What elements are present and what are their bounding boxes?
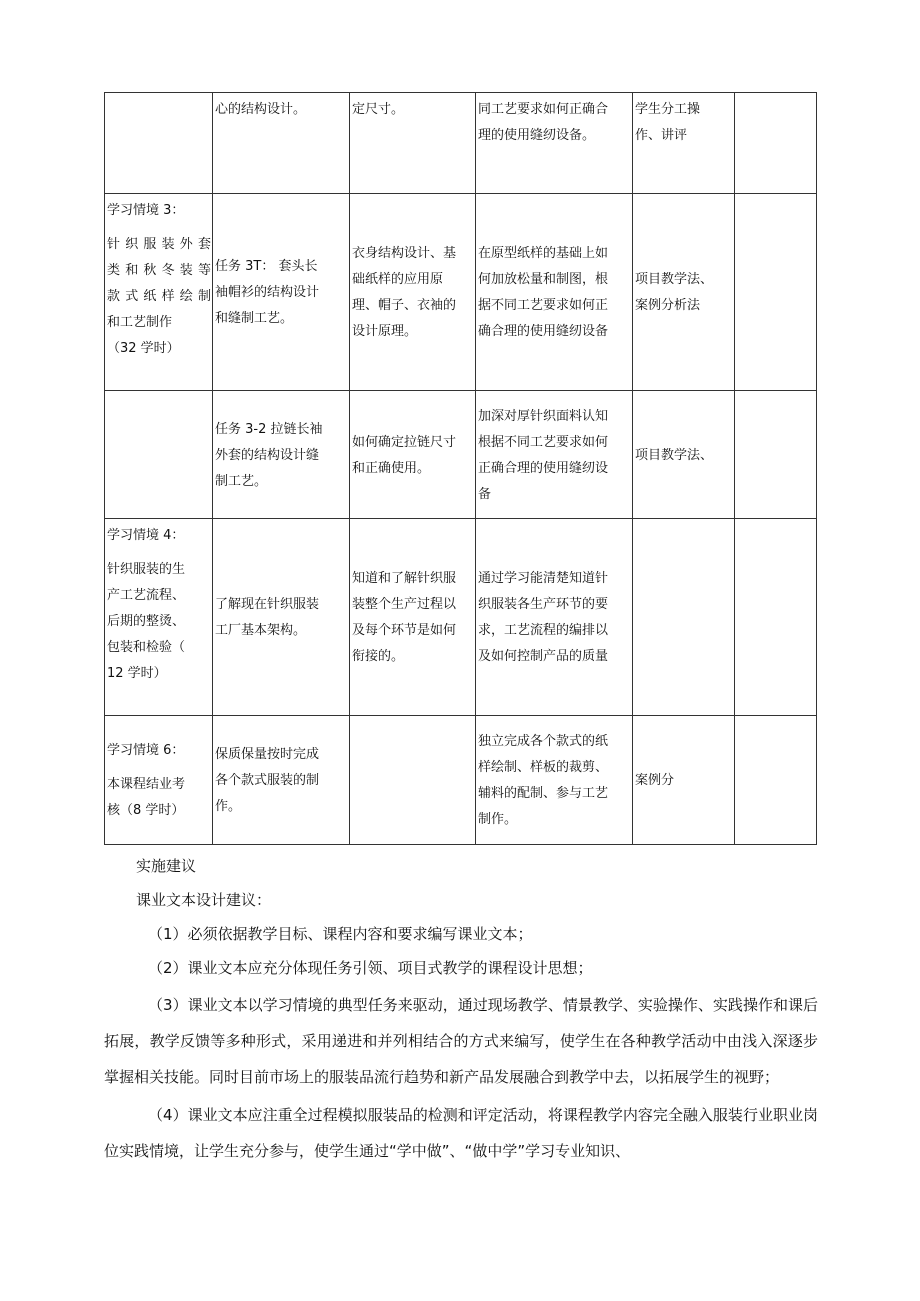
cell-text: 工厂基本架构。	[215, 623, 307, 638]
cell-text: 及如何控制产品的质量	[478, 649, 609, 664]
cell-text: 针织服装的生	[107, 562, 186, 577]
cell-text: 正确合理的使用缝纫设	[478, 460, 609, 476]
cell-text: 通过学习能清楚知道针	[478, 571, 609, 586]
cell-text: 包装和检验（	[107, 640, 186, 655]
content-cell	[350, 519, 476, 716]
cell-text: 在原型纸样的基础上如	[478, 246, 609, 261]
section-title: 实施建议	[136, 857, 197, 875]
cell-text: 据不同工艺要求如何正	[478, 298, 609, 313]
content-cell	[350, 391, 476, 519]
content-cell	[350, 716, 476, 845]
cell-text: 外套的结构设计缝	[215, 447, 320, 463]
extra-cell	[735, 716, 817, 845]
task-cell	[213, 194, 350, 391]
cell-text: 款式纸样绘制	[107, 289, 211, 304]
cell-text: 心的结构设计。	[215, 102, 307, 117]
implementation-section	[104, 851, 818, 1169]
situation-title: 学习情境 4：	[107, 528, 185, 543]
cell-text: 任务 3T： 套头长	[215, 259, 318, 274]
cell-text: 项目教学法、	[635, 272, 714, 287]
cell-text: 袖帽衫的结构设计	[215, 285, 320, 300]
cell-text: 本课程结业考	[107, 777, 186, 792]
cell-text: 辅料的配制、参与工艺	[478, 786, 609, 801]
paragraph: （3）课业文本以学习情境的典型任务来驱动，通过现场教学、情景教学、实验操作、实践操作和课后拓展，教学反馈等多种形式，采用递进和并列相结合的方式来编写，使学生在各种教学活动中由浅入深逐步掌握相关技能。同时目前市场上的服装品流行趋势和新产品发展融合到教学中去，以拓展学生的视野；	[104, 996, 818, 1086]
cell-text: 求，工艺流程的编排以	[478, 623, 609, 638]
cell-text: 任务 3-2 拉链长袖	[215, 421, 323, 437]
cell-text: 各个款式服装的制	[215, 773, 320, 788]
cell-text: 确合理的使用缝纫设备	[478, 324, 609, 339]
table-row	[105, 391, 817, 519]
task-cell	[213, 716, 350, 845]
method-cell	[633, 93, 735, 194]
cell-text: 装整个生产过程以	[352, 597, 457, 612]
situation-cell	[105, 716, 213, 845]
cell-text: 和缝制工艺。	[215, 311, 294, 326]
cell-text: 根据不同工艺要求如何	[478, 434, 609, 450]
extra-cell	[735, 519, 817, 716]
cell-text: 保质保量按时完成	[215, 747, 320, 762]
method-cell	[633, 716, 735, 845]
cell-text: 12 学时）	[107, 666, 167, 681]
extra-cell	[735, 93, 817, 194]
requirement-cell	[476, 391, 633, 519]
situation-title: 学习情境 3：	[107, 203, 185, 218]
task-cell	[213, 93, 350, 194]
paragraph: （1）必须依据教学目标、课程内容和要求编写课业文本；	[148, 925, 533, 943]
cell-text: 了解现在针织服装	[215, 597, 320, 612]
situation-title: 学习情境 6：	[107, 743, 185, 758]
content-cell	[350, 194, 476, 391]
subsection-title: 课业文本设计建议：	[136, 891, 272, 909]
cell-text: 制作。	[478, 812, 518, 827]
situation-cell	[105, 519, 213, 716]
cell-text: 及每个环节是如何	[352, 623, 457, 638]
requirement-cell	[476, 519, 633, 716]
cell-text: 何加放松量和制图，根	[478, 272, 609, 287]
cell-text: 案例分	[635, 773, 675, 788]
cell-text: 独立完成各个款式的纸	[478, 734, 609, 749]
cell-text: 如何确定拉链尺寸	[352, 434, 457, 450]
cell-text: 础纸样的应用原	[352, 272, 444, 287]
cell-text: 案例分析法	[635, 298, 701, 313]
cell-text: 和正确使用。	[352, 460, 431, 476]
situation-cell	[105, 391, 213, 519]
table-row	[105, 93, 817, 194]
extra-cell	[735, 194, 817, 391]
content-cell	[350, 93, 476, 194]
cell-text: 制工艺。	[215, 473, 268, 489]
table-row	[105, 194, 817, 391]
cell-text: 衣身结构设计、基	[352, 246, 457, 261]
cell-text: 针织服装外套	[107, 237, 211, 252]
cell-text: 同工艺要求如何正确合	[478, 102, 609, 117]
paragraph: （4）课业文本应注重全过程模拟服装品的检测和评定活动，将课程教学内容完全融入服装行业职业岗位实践情境，让学生充分参与，使学生通过“学中做”、“做中学”学习专业知识、	[104, 1106, 818, 1160]
cell-text: 备	[478, 486, 492, 502]
cell-text: 加深对厚针织面料认知	[478, 408, 609, 424]
cell-text: 织服装各生产环节的要	[478, 597, 609, 612]
method-cell	[633, 194, 735, 391]
extra-cell	[735, 391, 817, 519]
situation-cell	[105, 194, 213, 391]
cell-text: 衔接的。	[352, 649, 405, 664]
cell-text: 后期的整烫、	[107, 614, 186, 629]
cell-text: 作。	[215, 799, 242, 814]
cell-text: 项目教学法、	[635, 447, 714, 463]
cell-text: 理、帽子、衣袖的	[352, 298, 457, 313]
task-cell	[213, 519, 350, 716]
requirement-cell	[476, 93, 633, 194]
cell-text: 样绘制、样板的裁剪、	[478, 760, 609, 775]
cell-text: （32 学时）	[107, 341, 180, 356]
cell-text: 和工艺制作	[107, 315, 173, 330]
cell-text: 理的使用缝纫设备。	[478, 128, 596, 143]
cell-text: 类和秋冬装等	[107, 263, 211, 278]
course-table	[104, 92, 817, 845]
cell-text: 知道和了解针织服	[352, 571, 457, 586]
cell-text: 核（8 学时）	[107, 803, 185, 818]
requirement-cell	[476, 716, 633, 845]
cell-text: 设计原理。	[352, 324, 418, 339]
requirement-cell	[476, 194, 633, 391]
task-cell	[213, 391, 350, 519]
cell-text: 定尺寸。	[352, 102, 405, 117]
cell-text: 产工艺流程、	[107, 588, 186, 603]
cell-text: 作、讲评	[635, 128, 688, 143]
paragraph: （2）课业文本应充分体现任务引领、项目式教学的课程设计思想；	[148, 959, 593, 977]
table-row	[105, 716, 817, 845]
method-cell	[633, 391, 735, 519]
cell-text: 学生分工操	[635, 102, 701, 117]
method-cell	[633, 519, 735, 716]
situation-cell	[105, 93, 213, 194]
table-row	[105, 519, 817, 716]
